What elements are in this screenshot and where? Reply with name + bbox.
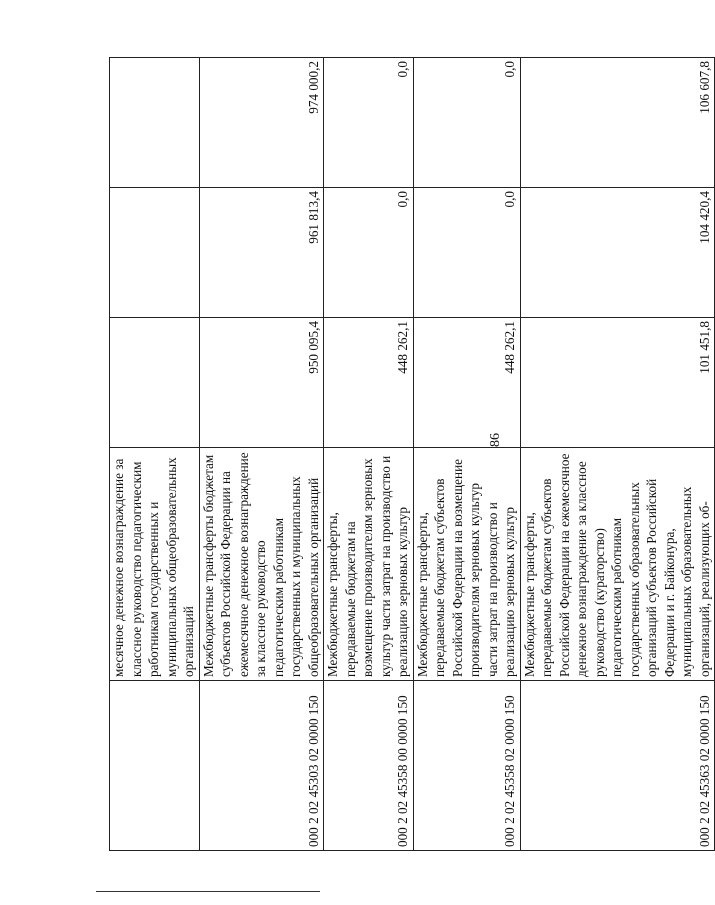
budget-code-cell: 000 2 02 45303 02 0000 150	[199, 681, 324, 851]
table-row	[110, 58, 200, 851]
value-cell-1: 950 095,4	[199, 318, 324, 448]
footer-rule	[96, 891, 320, 892]
value-cell-2: 0,0	[324, 188, 414, 318]
value-cell-2: 961 813,4	[199, 188, 324, 318]
table-row	[413, 58, 520, 851]
table-row	[199, 58, 324, 851]
value-cell-2: 0,0	[413, 188, 520, 318]
value-cell-1: 448 262,1	[324, 318, 414, 448]
value-cell-2	[110, 188, 200, 318]
description-cell: Межбюджетные трансферты бюджетам субъектов Российской Федерации на ежемесячное денежное вознаграждение за классное руководство педагогическим работникам государственных и муниципальных общеобразовательных организаций	[199, 448, 324, 681]
value-cell-3: 974 000,2	[199, 58, 324, 188]
budget-table	[109, 57, 715, 851]
budget-code-cell: 000 2 02 45363 02 0000 150	[520, 681, 715, 851]
value-cell-3: 0,0	[413, 58, 520, 188]
budget-code-cell: 000 2 02 45358 02 0000 150	[413, 681, 520, 851]
budget-table-container	[109, 58, 712, 851]
page-number: 86	[488, 433, 503, 447]
value-cell-3	[110, 58, 200, 188]
value-cell-2: 104 420,4	[520, 188, 715, 318]
table-row	[324, 58, 414, 851]
value-cell-3: 106 607,8	[520, 58, 715, 188]
value-cell-1: 448 262,1	[413, 318, 520, 448]
budget-code-cell	[110, 681, 200, 851]
value-cell-3: 0,0	[324, 58, 414, 188]
description-cell: Межбюджетные трансферты, передаваемые бюджетам субъектов Российской Федерации на возмещение производителям зерновых культур части затрат на производство и реализацию зерновых культур	[413, 448, 520, 681]
description-cell: Межбюджетные трансферты, передаваемые бюджетам субъектов Российской Федерации на ежемесячное денежное вознаграждение за классное руководство (кураторство) педагогическим работникам государственных образовательных организаций субъектов Российской Федерации и г. Байконура, муниципальных образовательных организаций, реализующих об-	[520, 448, 715, 681]
table-row	[520, 58, 715, 851]
value-cell-1: 101 451,8	[520, 318, 715, 448]
description-cell: месячное денежное вознаграждение за классное руководство педагогическим работникам государственных и муниципальных общеобразовательных организаций	[110, 448, 200, 681]
value-cell-1	[110, 318, 200, 448]
budget-code-cell: 000 2 02 45358 00 0000 150	[324, 681, 414, 851]
description-cell: Межбюджетные трансферты, передаваемые бюджетам на возмещение производителям зерновых культур части затрат на производство и реализацию зерновых культур	[324, 448, 414, 681]
